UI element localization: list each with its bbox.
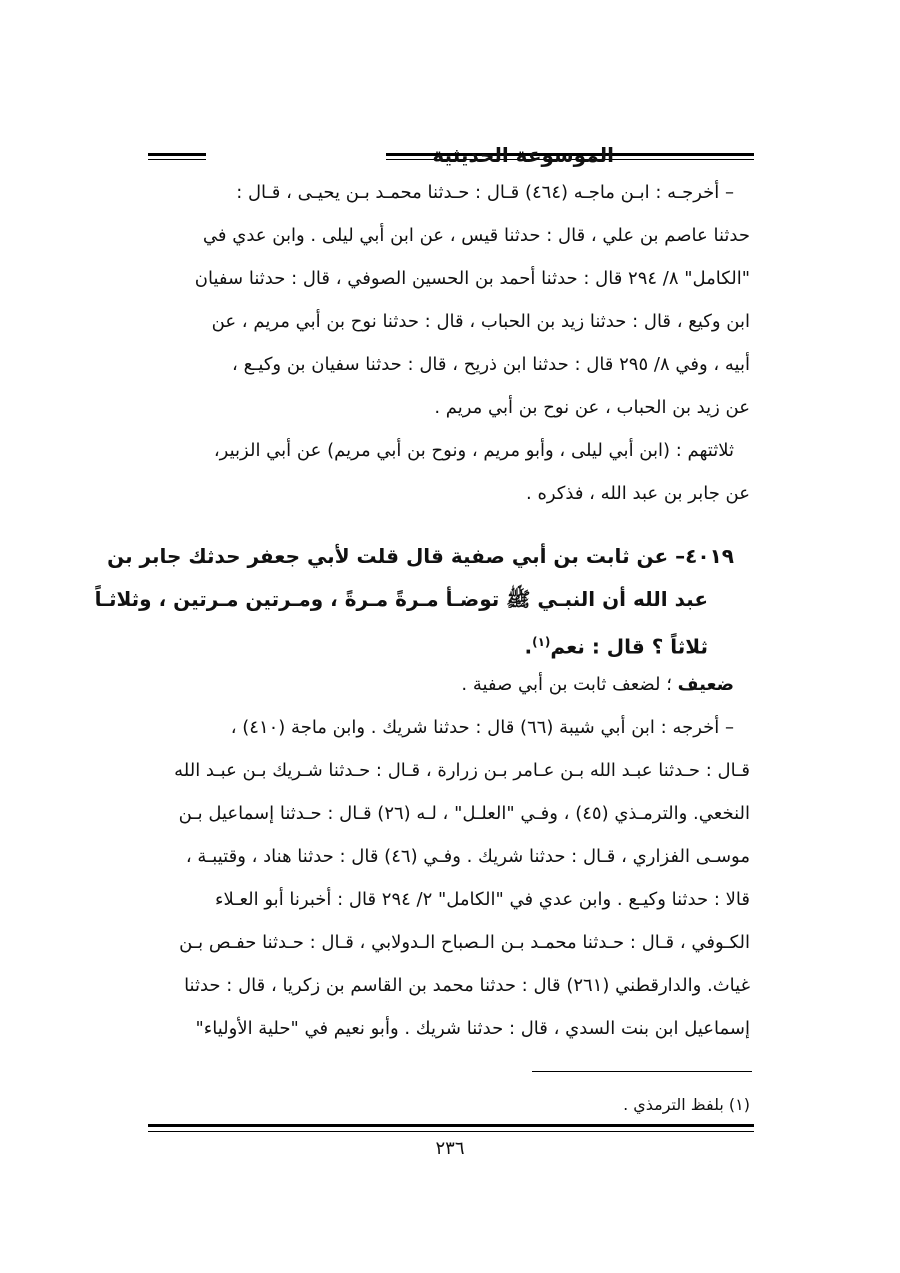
running-header [148,140,754,170]
text-line: ثلاثتهم : (ابن أبي ليلى ، وأبو مريم ، ونوح بن أبي مريم) عن أبي الزبير، [213,440,734,461]
text-line: "الكامل" ٨/ ٢٩٤ قال : حدثنا أحمد بن الحسين الصوفي ، قال : حدثنا سفيان [194,268,750,289]
page-number: ٢٣٦ [435,1138,465,1159]
text-line: قـال : حـدثنا عبـد الله بـن عـامر بـن زرارة ، قـال : حـدثنا شـريك بـن عبـد الله [174,760,750,781]
hadith-line [524,627,708,657]
footnote: (١) بلفظ الترمذي . [623,1095,750,1114]
footnote-separator [532,1071,752,1072]
text-line: ابن وكيع ، قال : حدثنا زيد بن الحباب ، قال : حدثنا نوح بن أبي مريم ، عن [211,311,750,332]
grade-reason: ؛ لضعف ثابت بن أبي صفية . [461,674,678,695]
hadith-line: ٤٠١٩– عن ثابت بن أبي صفية قال قلت لأبي جعفر حدثك جابر بن [107,544,734,568]
footnote-marker: (١) [532,635,551,649]
grade-line [461,670,734,700]
footer-rule [148,1124,754,1132]
hadith-end: . [524,634,533,659]
grade-word: ضعيف [677,674,734,695]
text-line: عن جابر بن عبد الله ، فذكره . [526,483,750,504]
text-line: الكـوفي ، قـال : حـدثنا محمـد بـن الـصباح الـدولابي ، قـال : حـدثنا حفـص بـن [179,932,750,953]
header-title: الموسوعة الحديثية [432,143,614,167]
text-line: إسماعيل ابن بنت السدي ، قال : حدثنا شريك . وأبو نعيم في "حلية الأولياء" [195,1018,750,1039]
hadith-text: ثلاثاً ؟ قال : نعم [550,634,708,659]
text-line: عن زيد بن الحباب ، عن نوح بن أبي مريم . [434,397,750,418]
text-line: قالا : حدثنا وكيـع . وابن عدي في "الكامل" ٢/ ٢٩٤ قال : أخبرنا أبو العـلاء [215,889,750,910]
text-line: غياث. والدارقطني (٢٦١) قال : حدثنا محمد بن القاسم بن زكريا ، قال : حدثنا [184,975,750,996]
hadith-line: عبد الله أن النبـي ﷺ توضـأ مـرةً مـرةً ، ومـرتين مـرتين ، وثلاثـاً [94,587,708,611]
text-line: النخعي. والترمـذي (٤٥) ، وفـي "العلـل" ، لـه (٢٦) قـال : حـدثنا إسماعيل بـن [178,803,750,824]
text-line: أبيه ، وفي ٨/ ٢٩٥ قال : حدثنا ابن ذريح ، قال : حدثنا سفيان بن وكيـع ، [232,354,750,375]
text-line: حدثنا عاصم بن علي ، قال : حدثنا قيس ، عن ابن أبي ليلى . وابن عدي في [202,225,750,246]
text-line: – أخرجـه : ابـن ماجـه (٤٦٤) قـال : حـدثنا محمـد بـن يحيـى ، قـال : [236,182,734,203]
text-line: – أخرجه : ابن أبي شيبة (٦٦) قال : حدثنا شريك . وابن ماجة (٤١٠) ، [230,717,734,738]
header-rule-left [148,153,206,160]
text-line: موسـى الفزاري ، قـال : حدثنا شريك . وفـي (٤٦) قال : حدثنا هناد ، وقتيبـة ، [185,846,750,867]
